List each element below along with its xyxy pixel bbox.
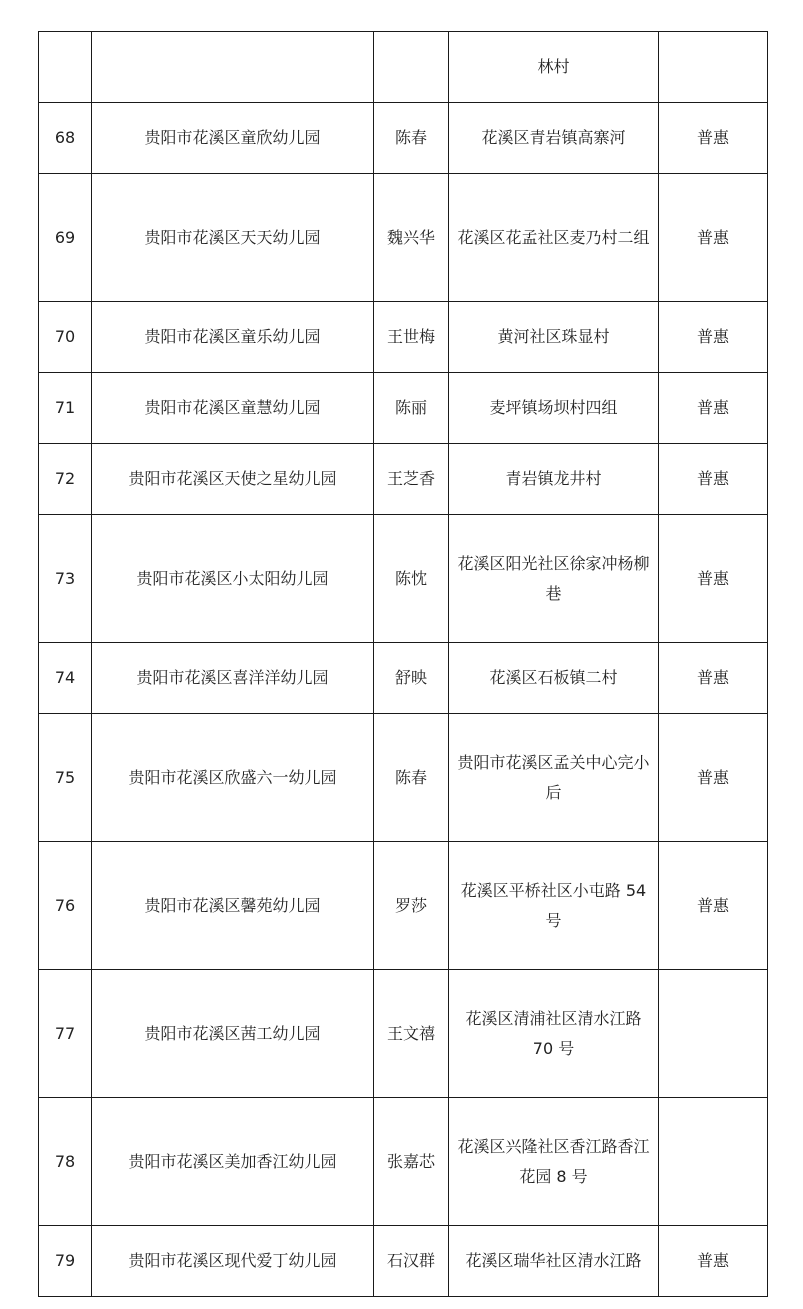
kindergarten-type-cell: 普惠 bbox=[659, 444, 768, 515]
table-row bbox=[39, 714, 768, 842]
kindergarten-type-cell: 普惠 bbox=[659, 1226, 768, 1297]
person-name-cell: 王芝香 bbox=[374, 444, 449, 515]
row-number-cell: 70 bbox=[39, 302, 92, 373]
kindergarten-name-cell bbox=[92, 32, 374, 103]
row-number-cell: 76 bbox=[39, 842, 92, 970]
kindergarten-type-cell bbox=[659, 1098, 768, 1226]
address-cell: 林村 bbox=[449, 32, 659, 103]
kindergarten-name-cell: 贵阳市花溪区喜洋洋幼儿园 bbox=[92, 643, 374, 714]
address-cell: 花溪区兴隆社区香江路香江花园 8 号 bbox=[449, 1098, 659, 1226]
table-row bbox=[39, 515, 768, 643]
table-row bbox=[39, 643, 768, 714]
kindergarten-type-cell: 普惠 bbox=[659, 174, 768, 302]
kindergarten-type-cell: 普惠 bbox=[659, 103, 768, 174]
kindergarten-name-cell: 贵阳市花溪区童乐幼儿园 bbox=[92, 302, 374, 373]
address-cell: 花溪区石板镇二村 bbox=[449, 643, 659, 714]
table-row bbox=[39, 373, 768, 444]
person-name-cell: 陈忱 bbox=[374, 515, 449, 643]
row-number-cell: 69 bbox=[39, 174, 92, 302]
row-number-cell: 78 bbox=[39, 1098, 92, 1226]
table-row bbox=[39, 1226, 768, 1297]
person-name-cell: 王文禧 bbox=[374, 970, 449, 1098]
kindergarten-name-cell: 贵阳市花溪区茜工幼儿园 bbox=[92, 970, 374, 1098]
table-body bbox=[39, 32, 768, 1297]
kindergarten-name-cell: 贵阳市花溪区小太阳幼儿园 bbox=[92, 515, 374, 643]
kindergarten-type-cell: 普惠 bbox=[659, 842, 768, 970]
kindergarten-name-cell: 贵阳市花溪区童欣幼儿园 bbox=[92, 103, 374, 174]
kindergarten-type-cell bbox=[659, 970, 768, 1098]
address-cell: 黄河社区珠显村 bbox=[449, 302, 659, 373]
kindergarten-name-cell: 贵阳市花溪区美加香江幼儿园 bbox=[92, 1098, 374, 1226]
person-name-cell: 石汉群 bbox=[374, 1226, 449, 1297]
row-number-cell: 68 bbox=[39, 103, 92, 174]
kindergarten-type-cell: 普惠 bbox=[659, 515, 768, 643]
table-row bbox=[39, 444, 768, 515]
address-cell: 花溪区清浦社区清水江路 70 号 bbox=[449, 970, 659, 1098]
address-cell: 青岩镇龙井村 bbox=[449, 444, 659, 515]
person-name-cell bbox=[374, 32, 449, 103]
row-number-cell: 75 bbox=[39, 714, 92, 842]
address-cell: 花溪区花孟社区麦乃村二组 bbox=[449, 174, 659, 302]
row-number-cell: 71 bbox=[39, 373, 92, 444]
row-number-cell: 74 bbox=[39, 643, 92, 714]
person-name-cell: 舒映 bbox=[374, 643, 449, 714]
row-number-cell: 77 bbox=[39, 970, 92, 1098]
table-row bbox=[39, 32, 768, 103]
kindergarten-name-cell: 贵阳市花溪区馨苑幼儿园 bbox=[92, 842, 374, 970]
kindergarten-table bbox=[38, 31, 768, 1297]
person-name-cell: 张嘉芯 bbox=[374, 1098, 449, 1226]
table-row bbox=[39, 970, 768, 1098]
kindergarten-type-cell: 普惠 bbox=[659, 302, 768, 373]
table-row bbox=[39, 842, 768, 970]
kindergarten-name-cell: 贵阳市花溪区天使之星幼儿园 bbox=[92, 444, 374, 515]
row-number-cell: 72 bbox=[39, 444, 92, 515]
row-number-cell: 73 bbox=[39, 515, 92, 643]
kindergarten-type-cell: 普惠 bbox=[659, 714, 768, 842]
kindergarten-type-cell: 普惠 bbox=[659, 643, 768, 714]
address-cell: 花溪区平桥社区小屯路 54 号 bbox=[449, 842, 659, 970]
kindergarten-name-cell: 贵阳市花溪区天天幼儿园 bbox=[92, 174, 374, 302]
person-name-cell: 陈春 bbox=[374, 103, 449, 174]
table-row bbox=[39, 302, 768, 373]
person-name-cell: 王世梅 bbox=[374, 302, 449, 373]
kindergarten-name-cell: 贵阳市花溪区童慧幼儿园 bbox=[92, 373, 374, 444]
row-number-cell bbox=[39, 32, 92, 103]
kindergarten-type-cell bbox=[659, 32, 768, 103]
address-cell: 花溪区青岩镇高寨河 bbox=[449, 103, 659, 174]
address-cell: 花溪区阳光社区徐家冲杨柳巷 bbox=[449, 515, 659, 643]
kindergarten-type-cell: 普惠 bbox=[659, 373, 768, 444]
address-cell: 花溪区瑞华社区清水江路 bbox=[449, 1226, 659, 1297]
person-name-cell: 陈春 bbox=[374, 714, 449, 842]
table-row bbox=[39, 174, 768, 302]
table-row bbox=[39, 1098, 768, 1226]
kindergarten-name-cell: 贵阳市花溪区现代爱丁幼儿园 bbox=[92, 1226, 374, 1297]
row-number-cell: 79 bbox=[39, 1226, 92, 1297]
person-name-cell: 陈丽 bbox=[374, 373, 449, 444]
person-name-cell: 罗莎 bbox=[374, 842, 449, 970]
person-name-cell: 魏兴华 bbox=[374, 174, 449, 302]
address-cell: 贵阳市花溪区孟关中心完小后 bbox=[449, 714, 659, 842]
address-cell: 麦坪镇场坝村四组 bbox=[449, 373, 659, 444]
table-row bbox=[39, 103, 768, 174]
kindergarten-name-cell: 贵阳市花溪区欣盛六一幼儿园 bbox=[92, 714, 374, 842]
